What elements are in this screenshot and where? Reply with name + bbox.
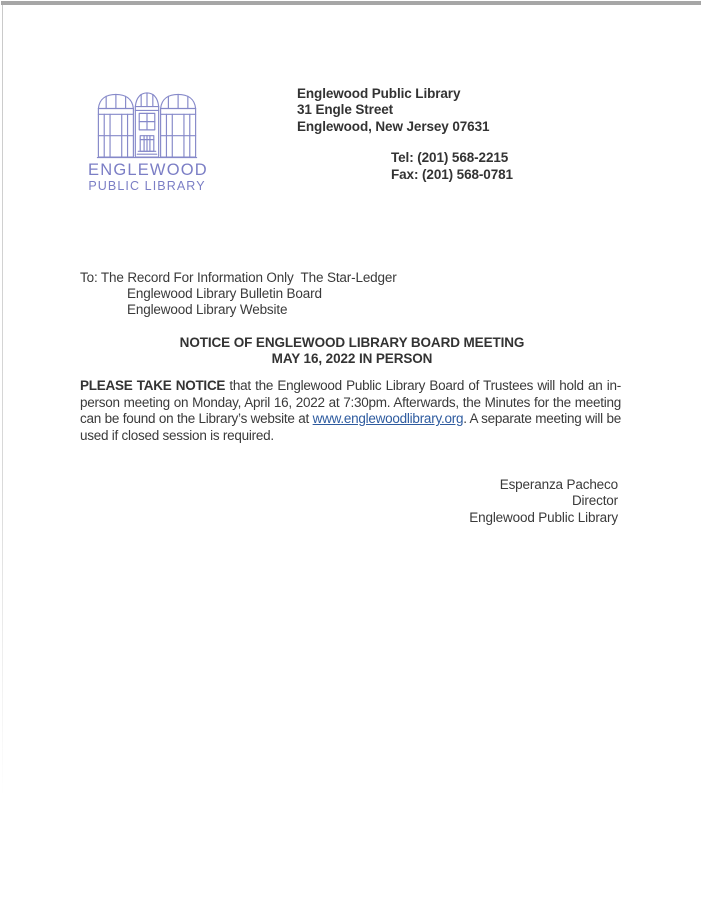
notice-body-text-after-link: . A separate meeting will be used if closed session is required. bbox=[80, 411, 621, 443]
recipients-line-1: To: The Record For Information Only The Star-Ledger bbox=[80, 270, 397, 285]
recipients-line-3: Englewood Library Website bbox=[127, 302, 288, 318]
notice-body-lead: PLEASE TAKE NOTICE bbox=[80, 378, 226, 393]
letterhead-fax: Fax: (201) 568-0781 bbox=[391, 166, 513, 182]
library-website-link[interactable]: www.englewoodlibrary.org bbox=[312, 411, 464, 427]
notice-body-paragraph bbox=[80, 378, 621, 444]
library-building-icon bbox=[96, 91, 198, 161]
notice-title bbox=[80, 335, 624, 367]
letterhead-street: 31 Engle Street bbox=[297, 102, 394, 118]
signature-org: Englewood Public Library bbox=[469, 509, 618, 525]
notice-title-line-2: MAY 16, 2022 IN PERSON bbox=[271, 351, 433, 367]
letterhead-phone-block bbox=[391, 150, 513, 184]
page-top-edge bbox=[1, 1, 701, 5]
logo-wordmark-line1: ENGLEWOOD bbox=[88, 161, 208, 179]
letterhead-tel: Tel: (201) 568-2215 bbox=[391, 150, 509, 165]
notice-title-line-1: NOTICE OF ENGLEWOOD LIBRARY BOARD MEETING bbox=[179, 335, 525, 350]
letterhead-org-name: Englewood Public Library bbox=[297, 86, 461, 101]
notice-body-text-before-link: that the Englewood Public Library Board of Trustees will hold an in-person meeting on Monday, April 16, 2022 at 7:30pm. Afterwards, the Minutes for the meeting can be found on the Library’s website at bbox=[80, 378, 621, 427]
letterhead-address-block bbox=[297, 86, 489, 135]
signature-name: Esperanza Pacheco bbox=[499, 477, 618, 492]
logo-wordmark-line2: PUBLIC LIBRARY bbox=[88, 179, 206, 193]
letterhead-city-state-zip: Englewood, New Jersey 07631 bbox=[297, 118, 490, 134]
recipients-block bbox=[80, 270, 397, 319]
page-left-edge bbox=[2, 5, 3, 865]
recipients-line-2: Englewood Library Bulletin Board bbox=[127, 286, 322, 302]
signature-title: Director bbox=[571, 493, 618, 509]
signature-block bbox=[400, 477, 618, 526]
